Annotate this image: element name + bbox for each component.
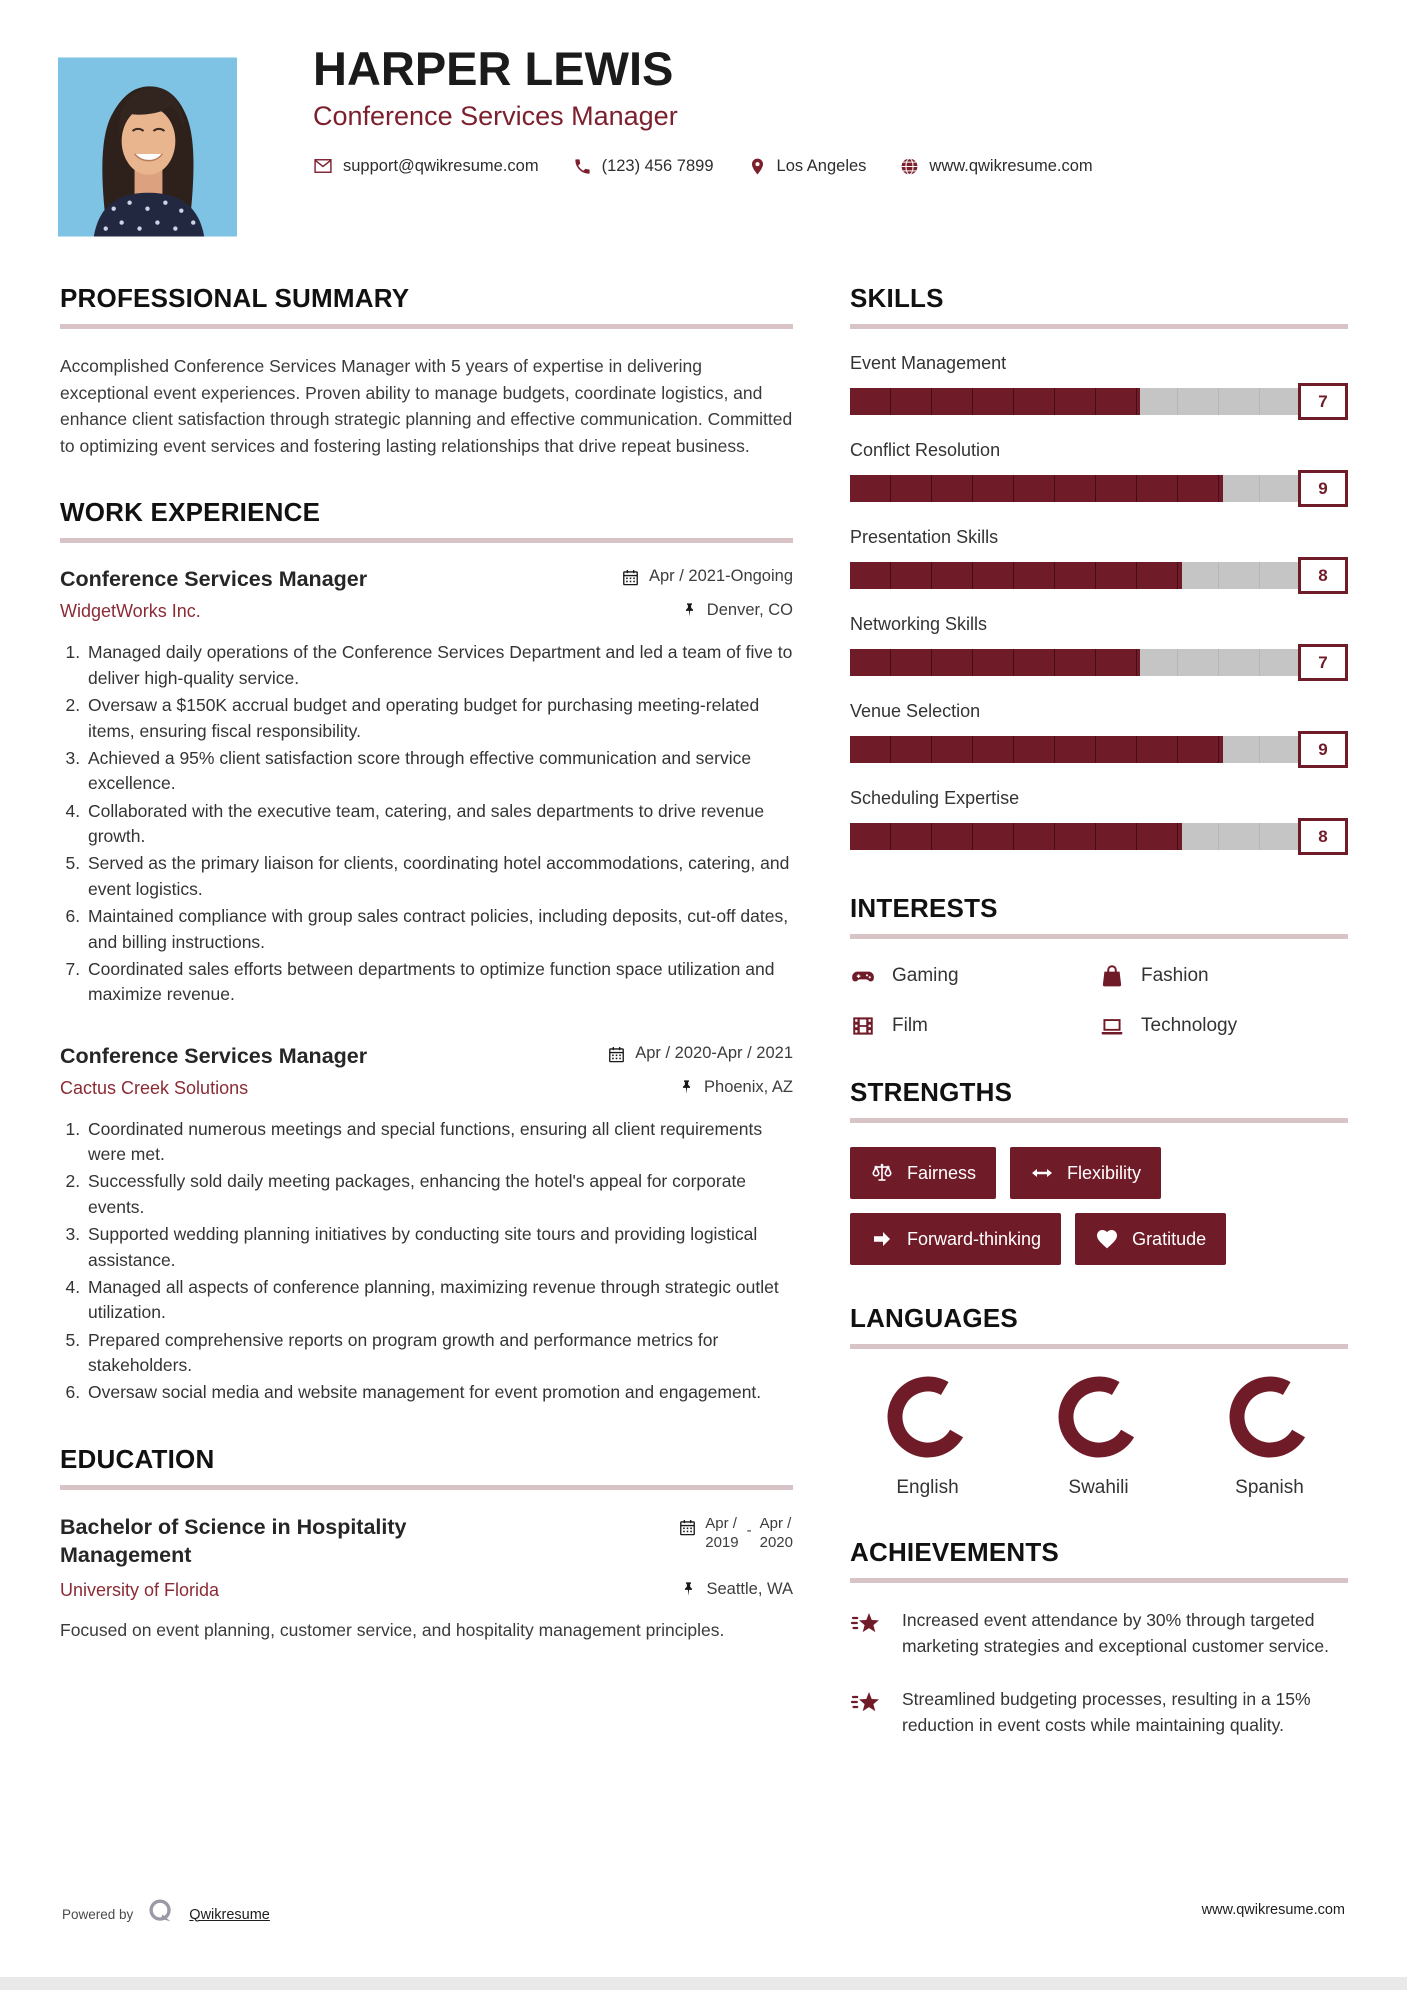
left-right-arrow-icon [1030, 1161, 1054, 1185]
profile-photo [58, 57, 237, 237]
skill-label: Networking Skills [850, 614, 988, 634]
skill-list [850, 353, 1348, 855]
location-pin-icon [748, 157, 767, 176]
education-degree: Bachelor of Science in Hospitality Management [60, 1514, 407, 1567]
section-summary [60, 283, 793, 459]
job-entry [60, 1044, 793, 1406]
skill-item [850, 440, 1348, 507]
strength-label: Flexibility [1067, 1162, 1142, 1183]
skill-bar-fill [850, 562, 1182, 589]
strength-pill [1075, 1213, 1226, 1265]
interest-label: Technology [1141, 1015, 1238, 1036]
shooting-star-icon [850, 1607, 884, 1660]
skill-label: Conflict Resolution [850, 440, 1001, 460]
job-bullet: 2. Oversaw a $150K accrual budget and operating budget for purchasing meeting-related items, ensuring fiscal responsibility. [85, 693, 793, 744]
achievement-list [850, 1607, 1348, 1738]
job-date-text: Apr / 2020-Apr / 2021 [635, 1043, 793, 1062]
education-date-start: Apr / 2019 [705, 1514, 739, 1552]
skill-bar-fill [850, 736, 1223, 763]
skill-bar [850, 818, 1348, 855]
education-heading: EDUCATION [60, 1443, 215, 1474]
education-dates [678, 1514, 793, 1553]
section-divider [60, 324, 793, 329]
education-description: Focused on event planning, customer service, and hospitality management principles. [60, 1619, 725, 1640]
section-divider [60, 538, 793, 543]
handbag-icon [1099, 963, 1125, 989]
interest-label: Gaming [892, 965, 959, 986]
job-bullet: 6. Oversaw social media and website management for event promotion and engagement. [85, 1380, 793, 1405]
strength-pill [850, 1213, 1061, 1265]
header [313, 44, 1093, 176]
languages-heading: LANGUAGES [850, 1303, 1018, 1333]
job-company: Cactus Creek Solutions [60, 1077, 249, 1098]
language-label: Swahili [1068, 1477, 1129, 1498]
film-icon [850, 1013, 876, 1039]
skill-score-badge: 7 [1298, 383, 1348, 420]
job-bullets [60, 1117, 793, 1406]
skill-bar-fill [850, 649, 1140, 676]
achievements-heading: ACHIEVEMENTS [850, 1537, 1059, 1567]
contact-website-text: www.qwikresume.com [929, 156, 1093, 175]
skill-score-badge: 8 [1298, 557, 1348, 594]
candidate-name: HARPER LEWIS [313, 42, 674, 95]
job-bullet: 1. Managed daily operations of the Conference Services Department and led a team of five to deliver high-quality service. [85, 640, 793, 691]
language-arc [1226, 1373, 1314, 1461]
interest-item [850, 963, 1099, 989]
achievement-item [850, 1607, 1348, 1660]
skill-bar-track [850, 649, 1348, 676]
contact-location [748, 157, 867, 176]
strength-list [850, 1147, 1348, 1265]
job-date [607, 1044, 793, 1064]
section-divider [60, 1485, 793, 1490]
envelope-icon [313, 156, 333, 176]
globe-icon [900, 157, 919, 176]
job-bullet: 5. Served as the primary liaison for clients, coordinating hotel accommodations, catering, and event logistics. [85, 851, 793, 902]
skill-item [850, 353, 1348, 420]
shooting-star-icon [850, 1686, 884, 1739]
experience-heading: WORK EXPERIENCE [60, 497, 321, 528]
skill-label: Venue Selection [850, 701, 981, 721]
skill-bar-fill [850, 388, 1140, 415]
job-bullet: 2. Successfully sold daily meeting packages, enhancing the hotel's appeal for corporate events. [85, 1169, 793, 1220]
education-date-separator: - [746, 1521, 752, 1539]
section-divider [850, 1578, 1348, 1583]
summary-heading: PROFESSIONAL SUMMARY [60, 283, 410, 313]
job-entry [60, 567, 793, 1007]
skill-score-badge: 9 [1298, 470, 1348, 507]
section-skills [850, 283, 1348, 855]
section-education [60, 1444, 793, 1643]
contact-phone-text: (123) 456 7899 [601, 156, 714, 175]
achievement-text: Streamlined budgeting processes, resulting in a 15% reduction in event costs while maintaining quality. [902, 1688, 1311, 1735]
footer-website[interactable]: www.qwikresume.com [1201, 1902, 1345, 1918]
section-interests [850, 893, 1348, 1039]
right-arrow-icon [870, 1227, 894, 1251]
section-strengths [850, 1077, 1348, 1265]
language-arc [1055, 1373, 1143, 1461]
language-list [850, 1373, 1348, 1499]
language-label: English [896, 1477, 959, 1498]
qwikresume-brand-link[interactable]: Qwikresume [189, 1906, 270, 1923]
contact-email-text: support@qwikresume.com [343, 156, 539, 175]
skill-item [850, 614, 1348, 681]
language-item [1192, 1373, 1347, 1499]
footer-branding [62, 1896, 270, 1933]
interest-label: Fashion [1141, 965, 1209, 986]
skill-score-badge: 9 [1298, 731, 1348, 768]
skill-item [850, 788, 1348, 855]
job-bullets [60, 640, 793, 1007]
right-column [850, 283, 1348, 1764]
strength-pill [1010, 1147, 1161, 1199]
job-title: Conference Services Manager [60, 1043, 368, 1068]
interests-heading: INTERESTS [850, 893, 998, 923]
job-bullet: 7. Coordinated sales efforts between departments to optimize function space utilization and maximize revenue. [85, 957, 793, 1008]
skill-bar [850, 470, 1348, 507]
skill-bar-track [850, 388, 1348, 415]
skill-bar-fill [850, 475, 1223, 502]
skill-label: Presentation Skills [850, 527, 999, 547]
contact-website[interactable] [900, 157, 1092, 176]
interest-list [850, 963, 1348, 1039]
job-bullet: 4. Managed all aspects of conference planning, maximizing revenue through strategic outlet utilization. [85, 1275, 793, 1326]
phone-icon [573, 157, 592, 176]
contact-row [313, 156, 1093, 176]
powered-by-label: Powered by [62, 1907, 134, 1922]
education-location-text: Seattle, WA [706, 1579, 793, 1598]
section-experience [60, 497, 793, 1405]
skill-bar-track [850, 562, 1348, 589]
skill-label: Scheduling Expertise [850, 788, 1020, 808]
contact-location-text: Los Angeles [776, 156, 867, 175]
skill-bar [850, 731, 1348, 768]
job-location-text: Denver, CO [706, 601, 793, 620]
scales-icon [870, 1161, 894, 1185]
strength-label: Fairness [907, 1162, 977, 1183]
job-location-text: Phoenix, AZ [704, 1077, 793, 1096]
job-bullet: 1. Coordinated numerous meetings and special functions, ensuring all client requirements were met. [85, 1117, 793, 1168]
skill-score-badge: 8 [1298, 818, 1348, 855]
job-company: WidgetWorks Inc. [60, 601, 201, 622]
gamepad-icon [850, 963, 876, 989]
job-location [681, 601, 793, 620]
job-date [621, 567, 793, 587]
laptop-icon [1099, 1013, 1125, 1039]
bottom-strip [0, 1977, 1407, 1990]
language-label: Spanish [1235, 1477, 1304, 1498]
language-arc [884, 1373, 972, 1461]
pushpin-icon [678, 1078, 695, 1096]
pushpin-icon [681, 601, 698, 619]
strength-label: Forward-thinking [907, 1228, 1042, 1249]
job-list [60, 567, 793, 1405]
interest-item [1099, 963, 1348, 989]
qwikresume-logo-icon [145, 1896, 177, 1933]
education-date-end: Apr / 2020 [759, 1514, 793, 1552]
job-title: Conference Services Manager [60, 567, 368, 592]
job-bullet: 3. Achieved a 95% client satisfaction score through effective communication and service excellence. [85, 746, 793, 797]
skill-bar [850, 644, 1348, 681]
calendar-icon [678, 1514, 697, 1553]
section-divider [850, 1118, 1348, 1123]
skill-bar [850, 557, 1348, 594]
strength-pill [850, 1147, 996, 1199]
interest-label: Film [892, 1015, 928, 1036]
job-date-text: Apr / 2021-Ongoing [648, 567, 793, 586]
strength-label: Gratitude [1132, 1228, 1207, 1249]
skill-bar-track [850, 475, 1348, 502]
calendar-icon [621, 567, 640, 587]
job-bullet: 3. Supported wedding planning initiatives by conducting site tours and providing logistical assistance. [85, 1222, 793, 1273]
heart-icon [1095, 1227, 1119, 1251]
skill-label: Event Management [850, 353, 1007, 373]
language-item [850, 1373, 1005, 1499]
job-location [678, 1078, 793, 1097]
skill-item [850, 527, 1348, 594]
education-location [680, 1580, 793, 1599]
section-divider [850, 934, 1348, 939]
education-school: University of Florida [60, 1579, 220, 1600]
achievement-item [850, 1686, 1348, 1739]
section-achievements [850, 1537, 1348, 1738]
skill-bar-track [850, 736, 1348, 763]
achievement-text: Increased event attendance by 30% through targeted marketing strategies and exceptional customer service. [902, 1610, 1330, 1657]
candidate-title: Conference Services Manager [313, 101, 678, 132]
interest-item [850, 1013, 1099, 1039]
pushpin-icon [680, 1580, 697, 1598]
skills-heading: SKILLS [850, 283, 944, 313]
skill-bar [850, 383, 1348, 420]
job-bullet: 4. Collaborated with the executive team, catering, and sales departments to drive revenue growth. [85, 799, 793, 850]
left-column [60, 283, 793, 1643]
section-languages [850, 1303, 1348, 1499]
calendar-icon [607, 1044, 626, 1064]
job-bullet: 5. Prepared comprehensive reports on program growth and performance metrics for stakeholders. [85, 1328, 793, 1379]
section-divider [850, 1344, 1348, 1349]
strengths-heading: STRENGTHS [850, 1077, 1013, 1107]
skill-item [850, 701, 1348, 768]
interest-item [1099, 1013, 1348, 1039]
section-divider [850, 324, 1348, 329]
skill-bar-track [850, 823, 1348, 850]
contact-email[interactable] [313, 156, 539, 176]
skill-score-badge: 7 [1298, 644, 1348, 681]
job-bullet: 6. Maintained compliance with group sales contract policies, including deposits, cut-off dates, and billing instructions. [85, 904, 793, 955]
language-item [1021, 1373, 1176, 1499]
skill-bar-fill [850, 823, 1182, 850]
summary-text: Accomplished Conference Services Manager with 5 years of expertise in delivering exceptional event experiences. Proven ability to manage budgets, coordinate logistics, and enhance client satisfaction through strategic planning and effective communication. Committed to optimizing event services and fostering lasting relationships that drive repeat business. [60, 356, 793, 456]
contact-phone [573, 157, 714, 176]
